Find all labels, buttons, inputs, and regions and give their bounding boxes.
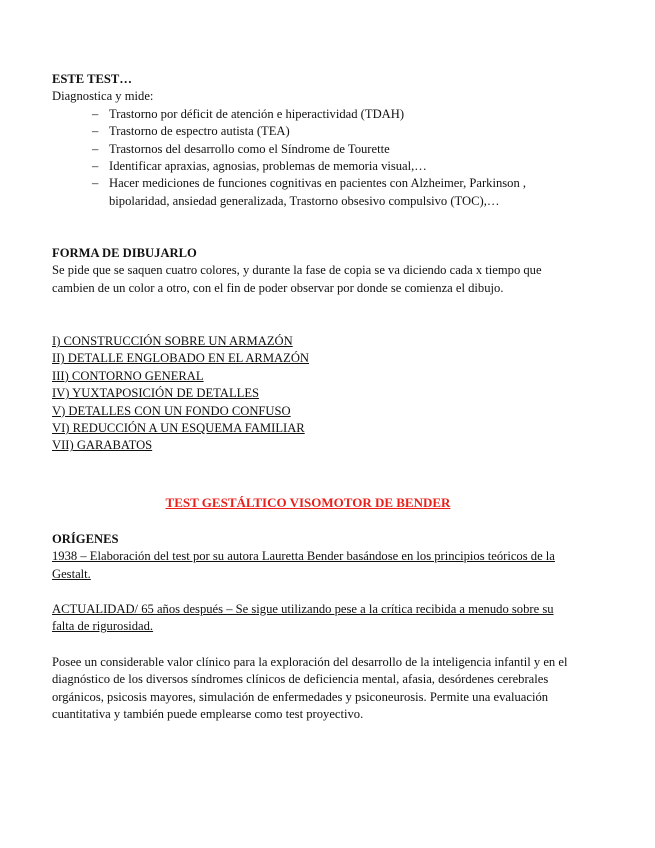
category-item: IV) YUXTAPOSICIÓN DE DETALLES: [52, 386, 260, 401]
list-item: – Trastornos del desarrollo como el Síndrome de Tourette: [92, 141, 572, 158]
actuality-text: ACTUALIDAD/ 65 años después – Se sigue utilizando pese a la crítica recibida a menudo sobre su falta de rigurosidad.: [52, 602, 554, 634]
diagnosis-list: [52, 106, 572, 210]
clinical-value-text: Posee un considerable valor clínico para la exploración del desarrollo de la inteligencia infantil y en el diagnóstico de los diversos síndromes clínicos de deficiencia mental, afasia, desórdenes cerebrales orgánicos, psicosis mayores, simulación de enfermedades y psiconeurosis. Permite una evaluación cuantitativa y también puede emplearse como test proyectivo.: [52, 655, 568, 722]
origins-heading: ORÍGENES: [52, 532, 119, 546]
category-item: III) CONTORNO GENERAL: [52, 368, 204, 383]
category-item: I) CONSTRUCCIÓN SOBRE UN ARMAZÓN: [52, 334, 293, 348]
list-item: – Trastorno por déficit de atención e hiperactividad (TDAH): [92, 106, 572, 123]
intro-lead: Diagnostica y mide:: [52, 89, 154, 104]
origins-text: 1938 – Elaboración del test por su autora Lauretta Bender basándose en los principios teóricos de la Gestalt.: [52, 549, 555, 581]
intro-section: [52, 71, 572, 210]
list-item: – Hacer mediciones de funciones cognitivas en pacientes con Alzheimer, Parkinson , bipolaridad, ansiedad generalizada, Trastorno obsesivo compulsivo (TOC),…: [92, 175, 572, 210]
category-item: V) DETALLES CON UN FONDO CONFUSO: [52, 403, 291, 418]
category-item: VI) REDUCCIÓN A UN ESQUEMA FAMILIAR: [52, 421, 305, 436]
categories-list: [52, 333, 572, 455]
list-item: – Trastorno de espectro autista (TEA): [92, 123, 572, 140]
clinical-value-section: [52, 654, 572, 724]
category-item: VII) GARABATOS: [52, 438, 153, 453]
category-item: II) DETALLE ENGLOBADO EN EL ARMAZÓN: [52, 351, 310, 366]
origins-section: [52, 531, 572, 583]
list-item: – Identificar apraxias, agnosias, problemas de memoria visual,…: [92, 158, 572, 175]
intro-heading: ESTE TEST…: [52, 72, 132, 86]
bender-title: TEST GESTÁLTICO VISOMOTOR DE BENDER: [165, 495, 451, 510]
drawing-body: Se pide que se saquen cuatro colores, y durante la fase de copia se va diciendo cada x tiempo que cambien de un color a otro, con el fin de poder observar por donde se comienza el dibujo.: [52, 263, 542, 295]
drawing-heading: FORMA DE DIBUJARLO: [52, 246, 197, 260]
drawing-section: [52, 245, 572, 297]
actuality-section: [52, 601, 572, 636]
